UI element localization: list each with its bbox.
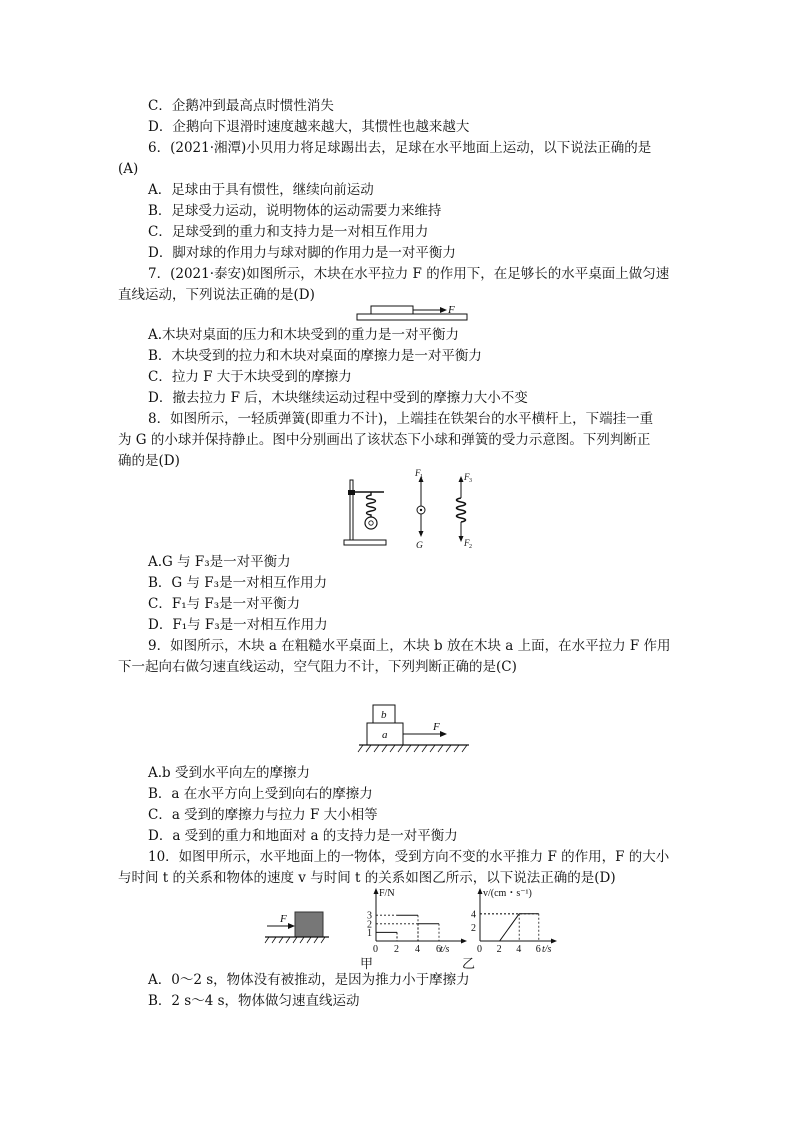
q10-push-arrow-head [288,923,295,929]
chart-ft-y-tick-2: 2 [367,919,372,931]
q8-ball-force-diagram [414,468,425,551]
q8-option-c: C．F₁与 F₃是一对平衡力 [148,596,301,612]
chart-ft-y-tick-1: 1 [367,927,372,939]
q7-option-a: A.木块对桌面的压力和木块受到的重力是一对平衡力 [148,327,460,343]
q10-stem-line-2: 与时间 t 的关系和物体的速度 v 与时间 t 的关系如图乙所示，以下说法正确的是(D) [118,870,616,886]
q7-stem-line-1: 7．(2021·泰安)如图所示，木块在水平拉力 F 的作用下，在足够长的水平桌面上做匀速 [148,266,670,282]
chart-ft-x-tick-6: 6 [436,944,441,955]
q8-stem-line-2: 为 G 的小球并保持静止。图中分别画出了该状态下小球和弹簧的受力示意图。下列判断正 [118,432,651,448]
chart-vt-x-tick-6: 6 [535,944,541,955]
q10-box [295,912,323,937]
q8-label-g: G [416,541,423,551]
q8-stem-line-3: 确的是(D) [118,453,180,469]
q6-option-b: B．足球受力运动，说明物体的运动需要力来维持 [148,203,442,219]
q6-option-d: D．脚对球的作用力与球对脚的作用力是一对平衡力 [148,245,456,261]
chart-vt-y-tick-2: 2 [471,922,476,934]
q10-option-a: A．0～2 s，物体没有被推动，是因为推力小于摩擦力 [148,972,470,988]
q6-option-a: A．足球由于具有惯性，继续向前运动 [148,182,374,198]
q8-option-d: D．F₁与 F₃是一对相互作用力 [148,617,328,633]
q10-stem-line-1: 10．如图甲所示，水平地面上的一物体，受到方向不变的水平推力 F 的作用，F 的大小 [148,849,670,865]
q9-label-a: a [382,729,388,741]
q5-option-c: C．企鹅冲到最高点时惯性消失 [148,98,334,114]
chart-vt-x-tick-4: 4 [516,944,522,955]
q8-label-f3-sub: 3 [469,478,472,484]
chart-vt-y-arrow [478,888,483,894]
q8-spring [367,492,376,517]
q9-stem-line-1: 9．如图所示，木块 a 在粗糙水平桌面上，木块 b 放在木块 a 上面，在水平拉力 F 作用 [148,638,671,654]
q8-label-f2-sub: 2 [469,544,472,550]
q7-option-c: C．拉力 F 大于木块受到的摩擦力 [148,369,352,385]
chart-vt-y-label: v/(cm・s⁻¹) [483,888,532,899]
q7-figure [355,302,475,324]
q8-spring-force-diagram [457,472,473,550]
chart-ft-x-tick-4: 4 [415,944,420,955]
q9-stem-line-2: 下一起向右做匀速直线运动，空气阻力不计，下列判断正确的是(C) [118,659,517,675]
q7-arrow-head [440,307,447,313]
q8-option-b: B．G 与 F₃是一对相互作用力 [148,575,328,591]
q8-ball [365,517,377,529]
q9-figure [355,703,475,761]
q9-option-a: A.b 受到水平向左的摩擦力 [148,765,310,781]
chart-vt-x-label: t/s [542,944,552,955]
q10-option-b: B．2 s～4 s，物体做匀速直线运动 [148,993,360,1009]
q7-option-b: B．木块受到的拉力和木块对桌面的摩擦力是一对平衡力 [148,348,482,364]
chart-ft-y-label: F/N [379,888,395,899]
q9-option-d: D．a 受到的重力和地面对 a 的支持力是一对平衡力 [148,828,458,844]
q7-label-f: F [448,304,455,316]
q6-option-c: C．足球受到的重力和支持力是一对相互作用力 [148,224,429,240]
chart-ft-x-label: t/s [440,944,450,955]
q10-chart-force-time [366,886,472,956]
q8-label-f1-sub: 1 [420,474,423,480]
chart-vt-x-tick-0: 0 [477,944,482,955]
q8-iron-stand [344,480,386,545]
chart-ft-x-tick-0: 0 [373,944,378,955]
chart-vt-y-tick-4: 4 [471,909,476,921]
chart-ft-y-tick-3: 3 [367,910,372,922]
q10-label-f: F [280,913,287,925]
q9-label-b: b [381,709,387,721]
q8-option-a: A.G 与 F₃是一对平衡力 [148,554,291,570]
chart-vt-x-tick-2: 2 [496,944,502,955]
q8-label-f3: F [464,472,470,482]
q5-option-d: D．企鹅向下退滑时速度越来越大，其惯性也越来越大 [148,119,470,135]
q6-stem-line-2: (A) [118,161,139,177]
q10-ground-hatch [265,937,325,943]
q9-ground-hatch [358,745,467,752]
q9-option-b: B．a 在水平方向上受到向右的摩擦力 [148,786,373,802]
q8-label-f1: F [415,468,421,478]
q9-option-c: C．a 受到的摩擦力与拉力 F 大小相等 [148,807,378,823]
q8-stem-line-1: 8．如图所示，一轻质弹簧(即重力不计)，上端挂在铁架台的水平横杆上，下端挂一重 [148,411,654,427]
chart-ft-x-tick-2: 2 [394,944,399,955]
q6-stem-line-1: 6．(2021·湘潭)小贝用力将足球踢出去，足球在水平地面上运动，以下说法正确的是 [148,140,652,156]
q10-label-jia: 甲 [360,957,374,972]
q7-option-d: D．撤去拉力 F 后，木块继续运动过程中受到的摩擦力大小不变 [148,390,528,406]
q7-stem-line-2: 直线运动，下列说法正确的是(D) [118,287,315,303]
q8-label-f2: F [464,538,470,548]
chart-ft-y-arrow [374,888,379,894]
q9-arrow-head [440,731,447,737]
q7-wood-block [371,306,413,314]
chart-vt-series-line [480,914,539,941]
q9-label-f: F [433,721,440,733]
q8-spring-coil [457,498,466,522]
q10-label-yi: 乙 [462,957,476,972]
q10-chart-velocity-time [466,886,566,956]
q8-figure [340,468,490,551]
q10-figure-jia [263,908,333,944]
chart-vt-x-arrow [551,939,557,944]
